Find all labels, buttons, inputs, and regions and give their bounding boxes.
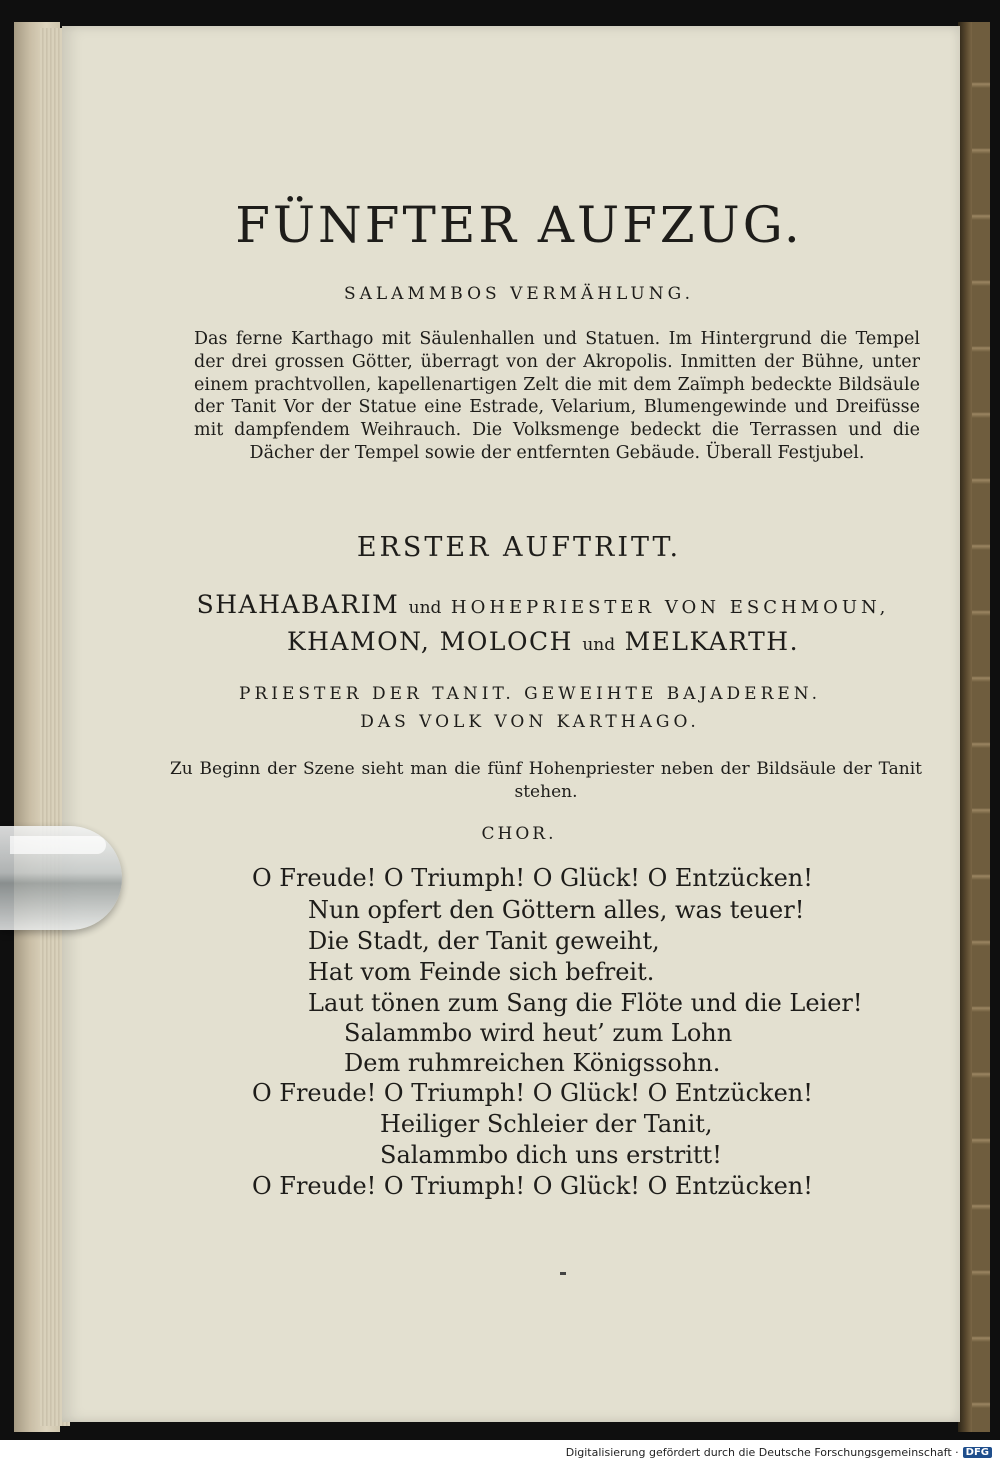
characters-line-1 bbox=[158, 588, 928, 625]
book-page bbox=[62, 26, 960, 1422]
character-group-eschmoun: HOHEPRIESTER VON ESCHMOUN, bbox=[450, 597, 890, 618]
priests-line-2: DAS VOLK VON KARTHAGO. bbox=[360, 712, 700, 732]
verse-line: Salammbo dich uns erstritt! bbox=[380, 1141, 722, 1169]
page-subtitle: SALAMMBOS VERMÄHLUNG. bbox=[343, 284, 695, 304]
characters-khamon-moloch: KHAMON, MOLOCH bbox=[286, 627, 573, 656]
verse-line: O Freude! O Triumph! O Glück! O Entzücken! bbox=[252, 1079, 813, 1107]
scene-description: Das ferne Karthago mit Säulenhallen und Statuen. Im Hintergrund die Tempel der drei grossen Götter, überragt von der Akropolis. Inmitten der Bühne, unter einem prachtvollen, kapellenartigen Zelt die mit dem Zaïmph bedeckte Bildsäule der Tanit Vor der Statue eine Estrade, Velarium, Blumengewinde und Dreifüsse mit dampfendem Weihrauch. Die Volksmenge bedeckt die Terrassen und die Dächer der Tempel sowie der entfernten Gebäude. Überall Festjubel. bbox=[194, 329, 920, 463]
verse-line: Salammbo wird heut’ zum Lohn bbox=[344, 1019, 733, 1047]
verse-line: O Freude! O Triumph! O Glück! O Entzücken! bbox=[252, 1172, 813, 1200]
printer-mark bbox=[560, 1272, 566, 1275]
page-clip-highlight bbox=[10, 836, 106, 854]
page-title: FÜNFTER AUFZUG. bbox=[235, 196, 803, 254]
verse-line: O Freude! O Triumph! O Glück! O Entzücken! bbox=[252, 864, 813, 892]
conjunction: und bbox=[582, 635, 616, 655]
stage-direction: Zu Beginn der Szene sieht man die fünf Hohenpriester neben der Bildsäule der Tanit stehen. bbox=[170, 759, 922, 802]
verse-line: Dem ruhmreichen Königssohn. bbox=[344, 1049, 721, 1077]
footer-text: Digitalisierung gefördert durch die Deutsche Forschungsgemeinschaft · bbox=[565, 1446, 959, 1459]
verse-line: Hat vom Feinde sich befreit. bbox=[308, 958, 655, 986]
digitization-footer bbox=[566, 1446, 992, 1459]
priests-line-1: PRIESTER DER TANIT. GEWEIHTE BAJADEREN. bbox=[239, 684, 821, 704]
verse-line: Die Stadt, der Tanit geweiht, bbox=[308, 927, 660, 955]
binding-tabs bbox=[972, 22, 990, 1432]
verse-line: Nun opfert den Göttern alles, was teuer! bbox=[308, 896, 805, 924]
verse-line: Heiliger Schleier der Tanit, bbox=[380, 1110, 713, 1138]
verse-line: Laut tönen zum Sang die Flöte und die Leier! bbox=[308, 989, 863, 1017]
scene-title: ERSTER AUFTRITT. bbox=[356, 532, 682, 563]
dfg-logo-icon: DFG bbox=[963, 1447, 992, 1458]
characters-line-2 bbox=[158, 625, 928, 662]
supporting-cast bbox=[150, 680, 910, 736]
character-melkarth: MELKARTH. bbox=[624, 627, 800, 656]
characters-list bbox=[158, 588, 928, 662]
conjunction: und bbox=[408, 598, 442, 618]
chor-label: CHOR. bbox=[481, 824, 557, 844]
character-shahabarim: SHAHABARIM bbox=[196, 590, 400, 619]
